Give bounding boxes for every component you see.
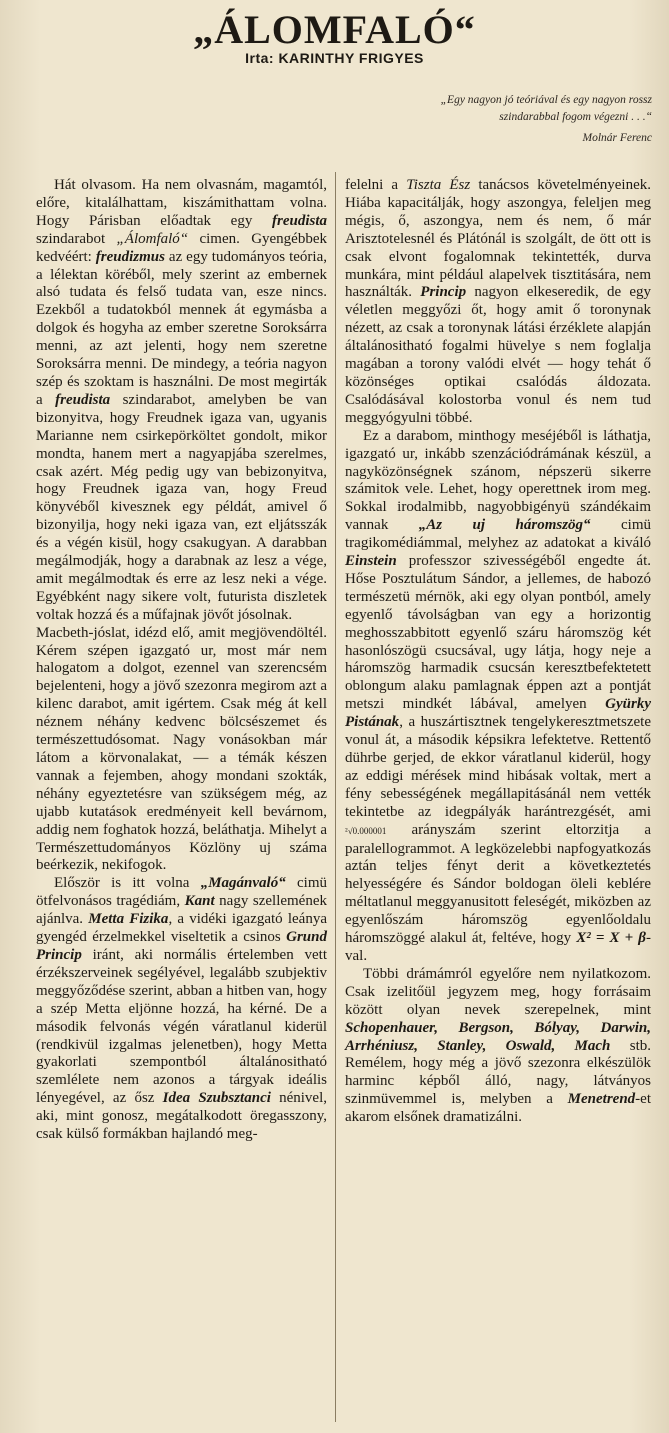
text-run: Többi drámámról egyelőre nem nyilatkozom. Csak izelitőül jegyzem meg, hogy forrásaim között olyan nevek szerepelnek, mint <box>345 965 651 1018</box>
paragraph <box>345 177 651 428</box>
text-run: , a huszártisztnek tengelykeresztmetszete vonul át, a második képsikra lefektetve. Rettentő dührbe gerjed, de ekkor váratlanul kiderül, hogy az eddigi mérések mind hibásak voltak, mert a fény sebességének megállapitásánál nem vették tekintetbe az idegpályák harántrezgését, ami <box>345 714 651 820</box>
formula: X² = X + β <box>576 930 646 947</box>
emphasis: „Az uj háromszög“ <box>418 517 591 534</box>
emphasis: Schopenhauer, Bergson, Bólyay, Darwin, Arrhéniusz, Stanley, Oswald, Mach <box>345 1019 651 1054</box>
text-run: -et akarom elsőnek dramatizálni. <box>345 1091 651 1126</box>
text-run: cimü tragikomédiámmal, melyhez az adatokat a kiváló <box>345 517 651 552</box>
text-run: professzor szivességéből engedte át. Hőse Posztulátum Sándor, a jellemes, de habozó természetü mérnök, aki egy olyan pontból, amely egyenlő távolságban van egy a horizontig meghosszabbitott egyenlő száru háromszög két hasonlószögü csucsával, ugy látja, hogy neje a háromszög harmadik csucsán keresztbefektetett oblongum alaku pamlagnak éppen azt a pontját metszi mindkét lábával, amelyen <box>345 553 651 713</box>
text-run: Ez a darabom, minthogy meséjéből is láthatja, igazgató ur, inkább szenzációdrámának készül, a nagyközönségnek szánom, népszerü sikerre számitok vele. Lehet, hogy operettnek irom meg. Sokkal irodalmibb, nagyobbigényü szándékaim vannak <box>345 427 651 534</box>
text-run: felelni a <box>345 177 407 193</box>
byline: Irta: KARINTHY FRIGYES <box>245 50 424 66</box>
text-run: tanácsos követelményeinek. Hiába kapacitálják, hogy aszongya, feleljen meg mégis, ő, aszongya, nem és nem, ő már Arisztotelesnél és Plátónál is szolgált, de ött ott is csak elvont fogalomnak tekintették, durva munkára, mint például alapelvek tisztitására, nem használták. <box>345 177 651 301</box>
text-run: cimen. Gyengébbek kedvéért: <box>36 230 327 265</box>
text-run: cimü ötfelvonásos tragédiám, <box>36 875 327 910</box>
text-run: az egy tudományos teória, a lélektan köréből, mely szerint az embernek alsó tudata és felső tudata van, esze nincs. Ezekből a tudatokból mennek át egymásba a dolgok és hogyha az ember szeretne Soroksárra menni, az azt jelenti, hogy nem szeretne Soroksárra menni. De mindegy, a teória nagyon szép és szoktam is használni. De most megirták a <box>36 248 327 408</box>
text-run: stb. Remélem, hogy még a jövő szezonra elkészülök harminc képből álló, nagy, látványos szinmüvemmel is, melyben a <box>345 1037 651 1108</box>
text-run: szindarabot, amelyben be van bizonyitva, hogy Freudnek igaza van, ugyanis Marianne nem csirkepörköltet gondolt, mikor mondta, hanem mert a nagyapjába szerelmes, csak azért. Még pedig ugy van bebizonyitva, hogy Freudnek igaza van, hogy Freud könyvéből kivesznek egy példát, amivel ő bizonyilja, hogy neki igaza van, ezt eljátsszák és a végén kisül, hogy csakugyan. A darabban megálmodják, hogy a darabnak az lesz a vége, amit megálmodtak és erre az lesz neki a vége. Egyébként nagy sikere volt, futurista diszletek voltak hozzá és a műfajnak jövőt jósolnak. <box>36 391 327 623</box>
emphasis: Idea Szubsztanci <box>162 1090 271 1107</box>
paragraph <box>36 875 327 1144</box>
text-run: szindarabot <box>36 230 117 247</box>
text-run: Először is itt volna <box>54 875 201 892</box>
text-run: nénivel, aki, mint gonosz, megátalkodott öregasszony, csak külső formákban hajlandó meg- <box>36 1090 327 1143</box>
emphasis: freudista <box>271 212 327 229</box>
emphasis: Metta Fizika <box>88 911 169 928</box>
paragraph <box>345 966 651 1127</box>
text-run: arányszám szerint eltorzitja a paralellogrammot. A legközelebbi napfogyatkozás aztán teljes fényt derit a következtetés helyességére és Sándor boldogan öleli keblére méltatlanul meggyanusitott feleségét, miközben az egyenlőszám háromszög egyenlőoldalu háromszöggé alakul át, feltéve, hogy <box>345 821 651 947</box>
emphasis: Einstein <box>345 553 397 570</box>
text-run: nagyon elkeseredik, de egy véletlen meggyőzi őt, hogy amit ő toronynak nézett, az csak a toronynak látási érzéklete alapján általánositható fogalmi hüvelye s nem foglalja magában a torony valódi elvét — hogy tehát ő közönséges optikai csalódás áldozata. Csalódásával kolostorba vonul és nem tud meggyógyulni többé. <box>345 284 651 426</box>
text-run: nagy szellemének ajánlva. <box>36 893 327 928</box>
emphasis: „Magánvaló“ <box>200 875 286 892</box>
epigraph-author: Molnár Ferenc <box>582 132 652 144</box>
emphasis: freudizmus <box>95 248 165 265</box>
emphasis: Grund Princip <box>36 929 327 963</box>
emphasis: Princip <box>420 284 467 301</box>
paragraph: Macbeth-jóslat, idézd elő, amit megjövendöltél. Kérem szépen igazgató ur, most már nem halogatom a dolgot, ezennel van szerencsém bejelenteni, hogy a jövő szezonra megirom azt a kilenc darabot, amit igértem. Csak még át kell néznem néhány kedvenc bölcsészemet és természettudósomat. Nagy vonásokban már látom a körvonalakat, — a témák készen vannak a fejemben, ahogy mondani szokták, néhány egyeztetésre van szükségem még, az ujabb kutatások eredményeit kell bevárnom, addig nem foghatok hozzá, beláthatja. Mihelyt a Természettudományos Közlöny uj száma beérkezik, nekifogok. <box>36 624 327 874</box>
text-run: -val. <box>345 930 651 964</box>
emphasis: Gyürky Pistának <box>345 696 651 731</box>
text-run: iránt, aki normális értelemben vett érzékszerveinek segélyével, legalább szubjektiv meggyőződése szerint, abban a hitben van, hogy a szép Metta eljönne hozzá, ha kérné. De a második felvonás végén váratlanul kiderül (rendkivül izgalmas jelenetben), hogy Metta gyakorlati szempontból általánositható szemlélete nem azonos a tárgyak ideális lényegével, az ősz <box>36 946 327 1107</box>
text-run: , a vidéki igazgató leánya gyengéd érzelmekkel viseltetik a csinos <box>36 911 327 946</box>
emphasis: Tiszta Ész <box>406 177 471 193</box>
left-column <box>36 177 327 1144</box>
emphasis: Menetrend <box>567 1091 636 1108</box>
emphasis: „Álomfaló“ <box>116 230 189 247</box>
formula-root: ²√0.000001 <box>345 825 387 836</box>
right-column <box>345 177 651 1127</box>
column-divider <box>335 172 336 1422</box>
emphasis: Kant <box>184 893 215 910</box>
epigraph-quote: „Egy nagyon jó teóriával és egy nagyon rossz szindarabbal fogom végezni . . .“ <box>440 94 652 123</box>
emphasis: freudista <box>55 391 111 408</box>
article-title: „ÁLOMFALÓ“ <box>193 7 476 52</box>
paragraph <box>345 428 651 966</box>
paragraph <box>36 177 327 625</box>
epigraph <box>440 92 652 147</box>
text-run: Hát olvasom. Ha nem olvasnám, magamtól, előre, kitalálhattam, kiszámithattam volna. Hogy Párisban előadtak egy <box>36 177 327 229</box>
